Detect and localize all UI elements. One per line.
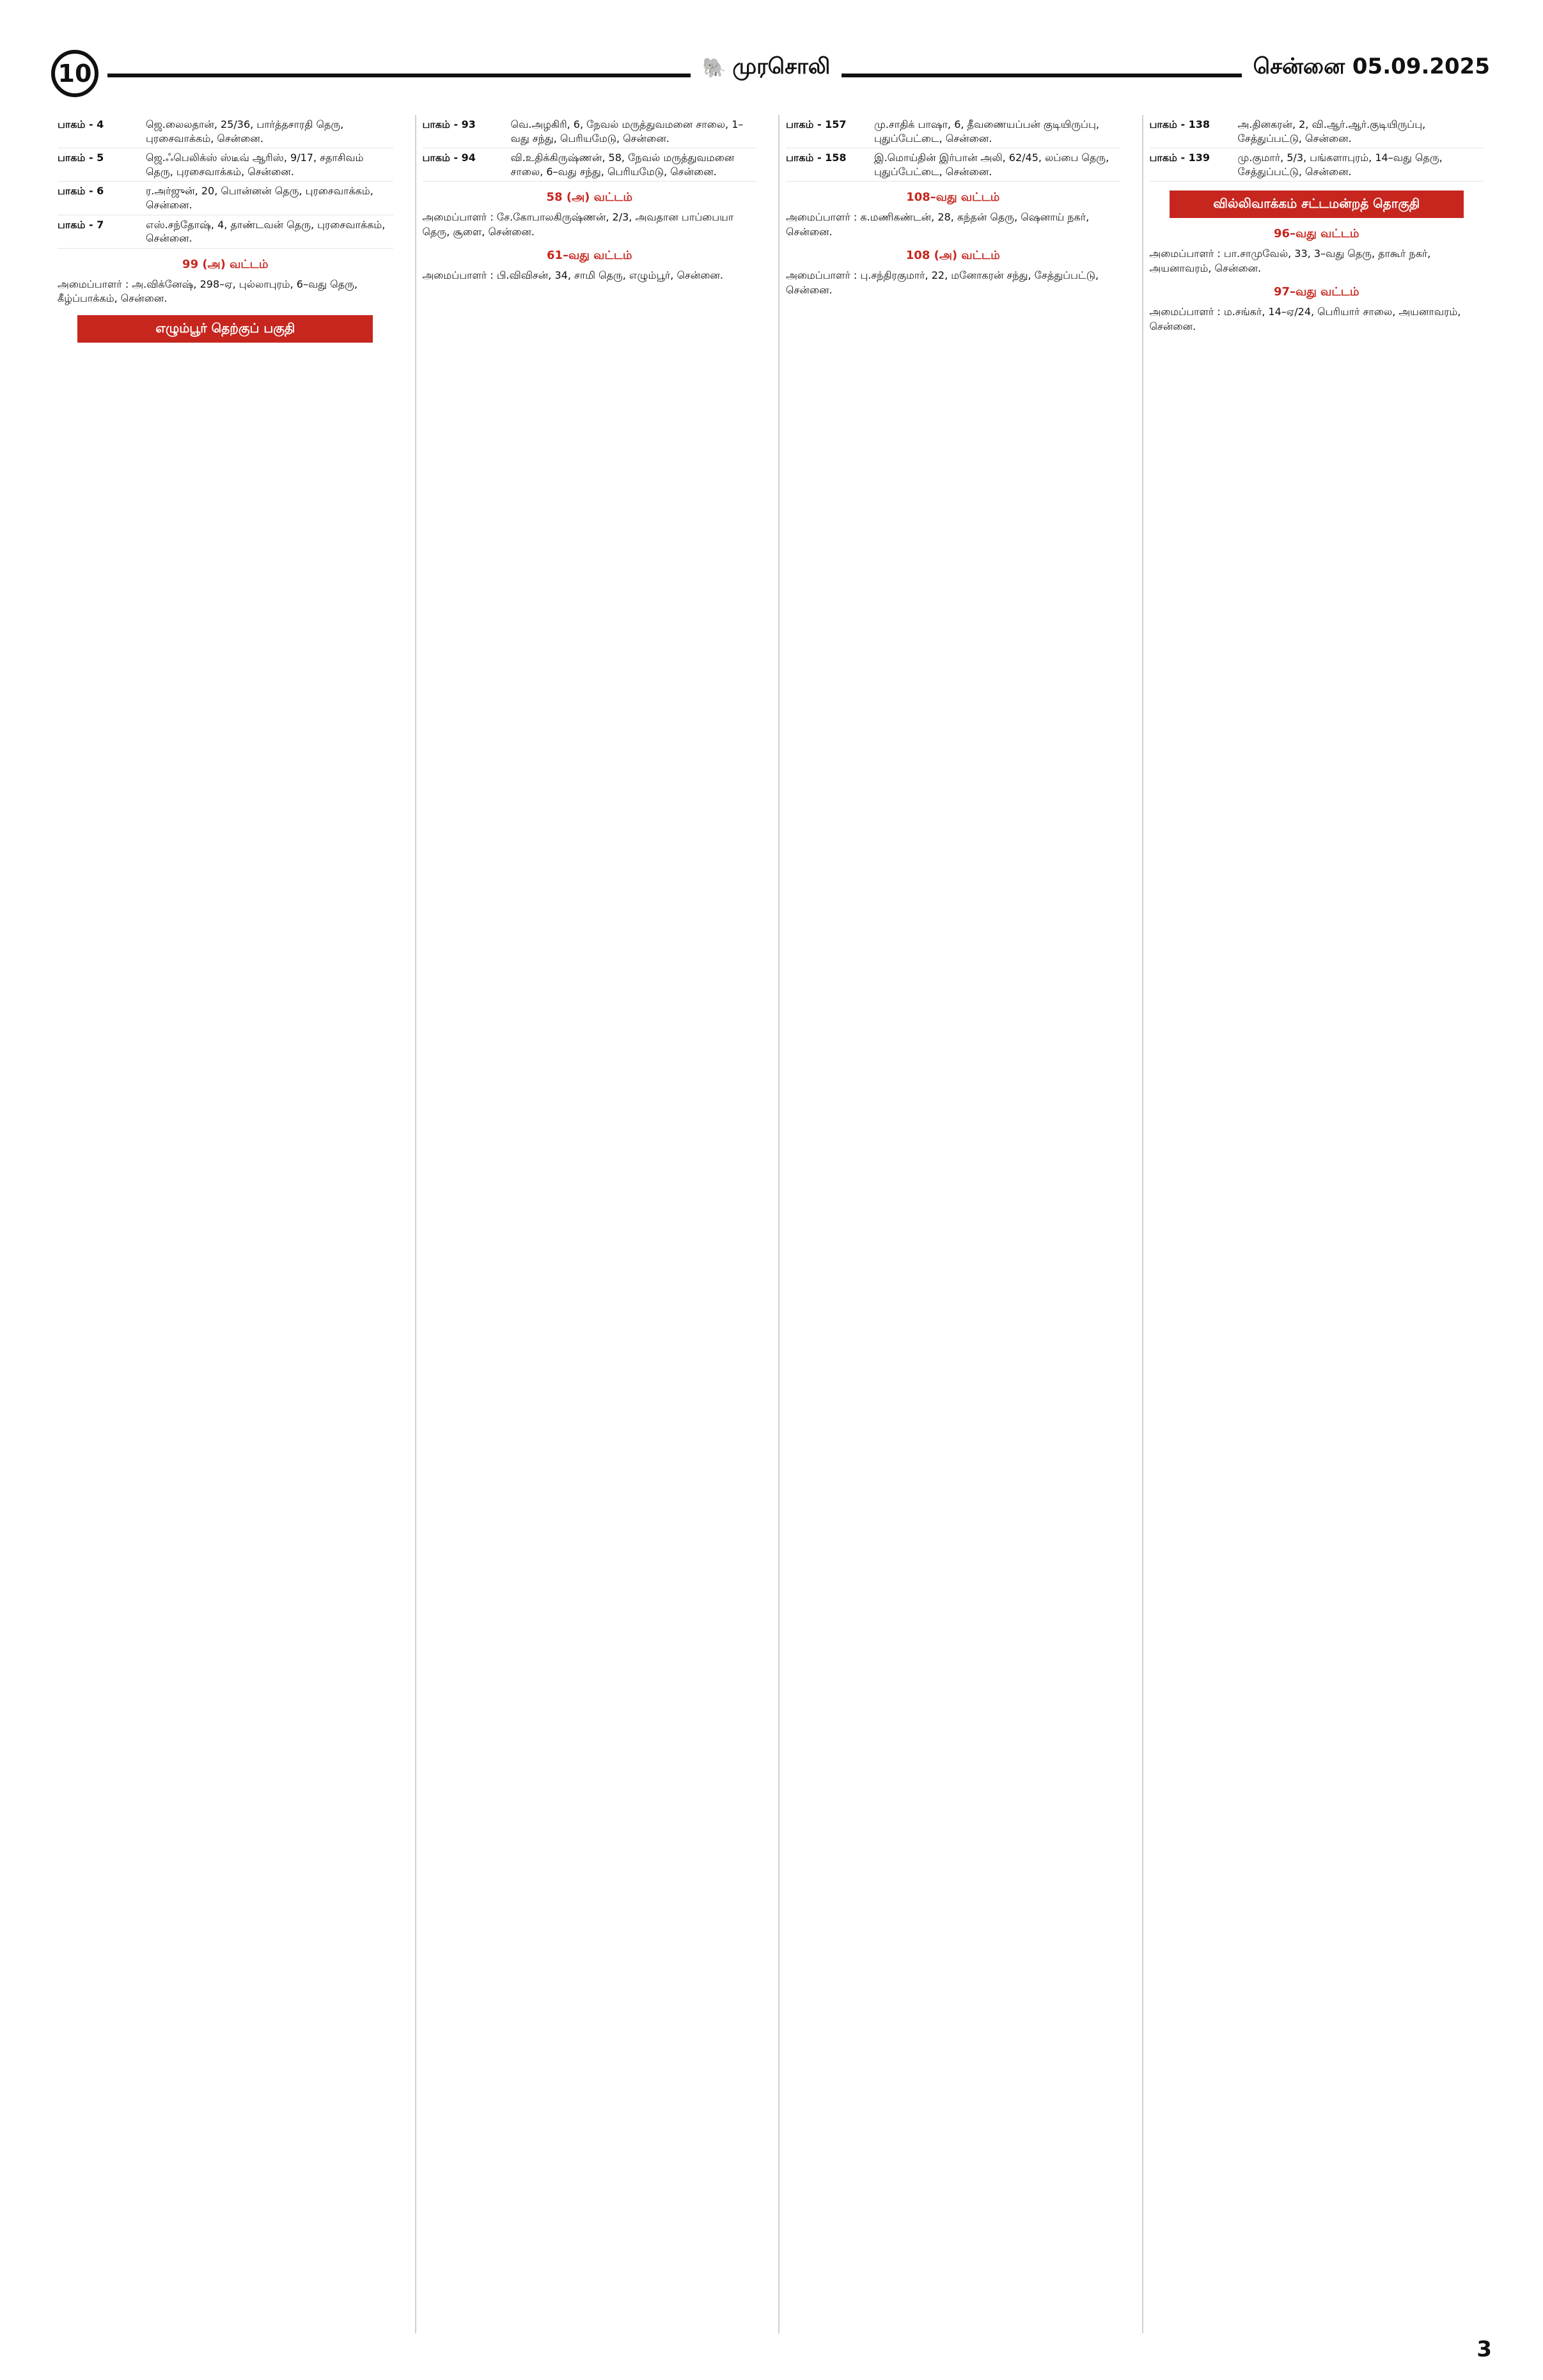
entry-text: வி.உதிக்கிருஷ்ணன், 58, நேவல் மருத்துவமனை சாலை, 6–வது சந்து, பெரியமேடு, சென்னை. — [510, 152, 735, 178]
entry-label: பாகம் - 93 — [422, 118, 476, 130]
column-1 — [51, 115, 400, 2333]
entry-label: பாகம் - 138 — [1149, 118, 1210, 130]
section-text: அமைப்பாளர் : பி.விவிசன், 34, சாமி தெரு, எழும்பூர், சென்னை. — [422, 268, 724, 281]
section-text: அமைப்பாளர் : அ.விக்னேஷ், 298–ஏ, புல்லாபுரம், 6–வது தெரு, கீழ்ப்பாக்கம், சென்னை. — [58, 277, 358, 305]
page-marker: 3 — [1476, 2337, 1492, 2362]
section-text: அமைப்பாளர் : பு.சந்திரகுமார், 22, மனோகரன் சந்து, சேத்துப்பட்டு, சென்னை. — [786, 268, 1099, 296]
section-text: அமைப்பாளர் : ம.சங்கர், 14–ஏ/24, பெரியார் சாலை, அயனாவரம், சென்னை. — [1149, 305, 1461, 332]
area-badge: எழும்பூர் தெற்குப் பகுதி — [77, 315, 373, 343]
section-text: அமைப்பாளர் : பா.சாமுவேல், 33, 3–வது தெரு, தாகூர் நகர், அயனாவரம், சென்னை. — [1149, 247, 1431, 275]
section-text: அமைப்பாளர் : சே.கோபாலகிருஷ்ணன், 2/3, அவதான பாப்பையா தெரு, சூளை, சென்னை. — [422, 211, 734, 238]
entry-label: பாகம் - 157 — [786, 118, 847, 130]
list-item — [58, 115, 393, 148]
brand-block — [691, 54, 842, 82]
section-text: அமைப்பாளர் : க.மணிகண்டன், 28, கந்தன் தெரு, ஷெனாய் நகர், சென்னை. — [786, 211, 1090, 238]
entry-text: ஜெ.ஃபெலிக்ஸ் ஸ்டீவ் ஆரிஸ், 9/17, சதாசிவம் தெரு, புரசைவாக்கம், சென்னை. — [146, 152, 364, 178]
entry-label: பாகம் - 6 — [58, 185, 104, 198]
entry-label: பாகம் - 4 — [58, 118, 104, 130]
elephant-logo-icon: 🐘 — [702, 56, 726, 79]
constituency-badge: வில்லிவாக்கம் சட்டமன்றத் தொகுதி — [1170, 191, 1464, 218]
entry-text: எஸ்.சந்தோஷ், 4, தாண்டவன் தெரு, புரசைவாக்கம், சென்னை. — [146, 218, 386, 245]
section-heading: 108–வது வட்டம் — [906, 191, 1000, 205]
column-2 — [415, 115, 764, 2333]
list-item — [1150, 115, 1484, 148]
column-4 — [1142, 115, 1491, 2333]
brand-name: முரசொலி — [732, 54, 831, 79]
entry-text: மு.குமார், 5/3, பங்களாபுரம், 14–வது தெரு, சேத்துப்பட்டு, சென்னை. — [1237, 152, 1443, 178]
list-item — [786, 115, 1120, 148]
section-heading: 99 (அ) வட்டம் — [182, 257, 269, 271]
masthead — [51, 50, 1490, 100]
section-heading: 58 (அ) வட்டம் — [546, 191, 632, 205]
entry-label: பாகம் - 158 — [786, 152, 847, 164]
entry-label: பாகம் - 94 — [422, 152, 476, 164]
list-item — [423, 148, 757, 182]
entry-label: பாகம் - 139 — [1149, 152, 1210, 164]
list-item — [423, 115, 757, 148]
entry-text: இ.மொய்தின் இர்பான் அலி, 62/45, லப்பை தெரு, புதுப்பேட்டை, சென்னை. — [874, 152, 1109, 178]
list-item — [58, 215, 393, 249]
list-item — [58, 148, 393, 182]
entry-text: அ.தினகரன், 2, வி.ஆர்.ஆர்.குடியிருப்பு, சேத்துப்பட்டு, சென்னை. — [1237, 118, 1426, 144]
entry-label: பாகம் - 5 — [58, 152, 104, 164]
entry-label: பாகம் - 7 — [58, 218, 104, 231]
page-columns — [51, 115, 1490, 2333]
page-number-badge — [51, 50, 98, 97]
entry-text: வெ.அழகிரி, 6, நேவல் மருத்துவமனை சாலை, 1–வது சந்து, பெரியமேடு, சென்னை. — [510, 118, 744, 144]
list-item — [1150, 148, 1484, 182]
section-heading: 61–வது வட்டம் — [546, 248, 632, 262]
page-number: 10 — [58, 59, 92, 88]
section-heading: 97–வது வட்டம் — [1273, 284, 1359, 299]
dateline: சென்னை 05.09.2025 — [1242, 54, 1490, 82]
entry-text: ர.அர்ஜுன், 20, பொன்னன் தெரு, புரசைவாக்கம், சென்னை. — [146, 185, 373, 211]
section-heading: 108 (அ) வட்டம் — [905, 248, 1000, 262]
section-heading: 96–வது வட்டம் — [1273, 227, 1359, 241]
list-item — [58, 182, 393, 215]
entry-text: ஜெ.லைலதான், 25/36, பார்த்தசாரதி தெரு, புரசைவாக்கம், சென்னை. — [146, 118, 344, 144]
entry-text: மு.சாதிக் பாஷா, 6, தீவணையப்பன் குடியிருப்பு, புதுப்பேட்டை, சென்னை. — [874, 118, 1099, 144]
column-3 — [778, 115, 1127, 2333]
list-item — [786, 148, 1120, 182]
